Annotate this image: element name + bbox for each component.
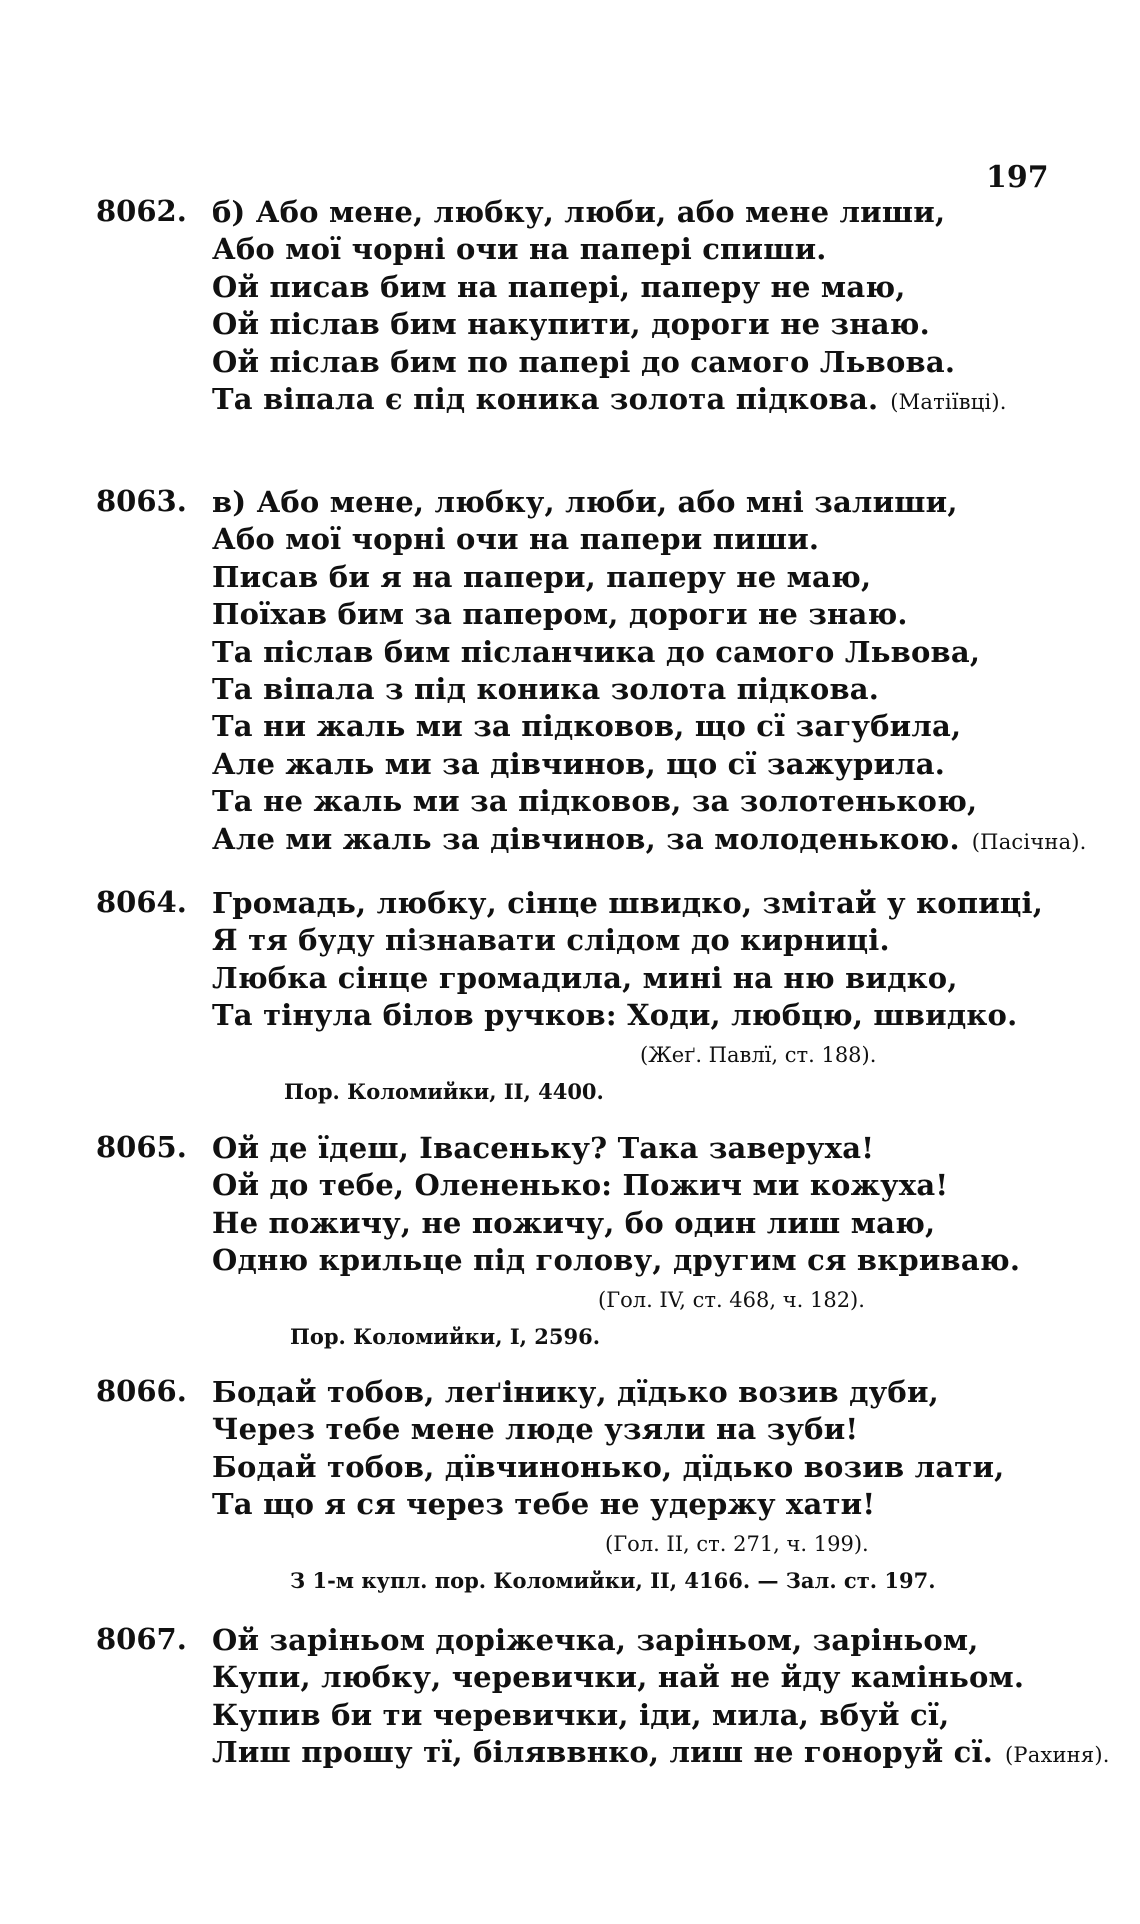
verse-line: в) Або мене, любку, люби, або мні залиши, bbox=[212, 485, 958, 519]
verse-line-text: Та віпала є під коника золота підкова. bbox=[212, 382, 879, 417]
source-citation: (Матіївці). bbox=[890, 390, 1007, 415]
verse-lines bbox=[212, 1374, 1004, 1524]
source-citation: (Рахиня). bbox=[1005, 1743, 1110, 1768]
verse-line: Ой післав бим по папері до самого Львова. bbox=[212, 344, 956, 379]
entry-number: 8063. bbox=[96, 484, 187, 518]
verse-line: Одню крильце під голову, другим ся вкриваю. bbox=[212, 1243, 1021, 1278]
entry-number: 8067. bbox=[96, 1622, 187, 1656]
verse-line: Але жаль ми за дівчинов, що сї зажурила. bbox=[212, 746, 946, 781]
verse-line: Та що я ся через тебе не удержу хати! bbox=[212, 1487, 876, 1522]
verse-line: Любка сінце громадила, мині на ню видко, bbox=[212, 960, 958, 995]
verse-line: Та ни жаль ми за підковов, що сї загубила, bbox=[212, 709, 962, 744]
verse-line: Ой заріньом доріжечка, заріньом, заріньом, bbox=[212, 1623, 979, 1657]
source-citation: (Пасічна). bbox=[971, 829, 1087, 854]
verse-line: Купи, любку, черевички, най не йду каміньом. bbox=[212, 1660, 1025, 1695]
verse-line: Або мої чорні очи на папери пиши. bbox=[212, 522, 820, 557]
verse-line: Ой де їдеш, Івасеньку? Така завeруха! bbox=[212, 1131, 875, 1165]
verse-line bbox=[212, 1734, 1110, 1774]
verse-line-text: Лиш прошу тї, біляввнко, лиш не гонoруй сї. bbox=[212, 1735, 993, 1770]
cross-reference-note: З 1-м купл. пор. Коломийки, II, 4166. — Зал. ст. 197. bbox=[290, 1568, 936, 1593]
verse-line: Писав би я на папери, паперу не маю, bbox=[212, 559, 872, 594]
cross-reference-note: Пор. Коломийки, II, 4400. bbox=[284, 1079, 604, 1104]
verse-line bbox=[212, 381, 1007, 421]
source-citation: (Гол. II, ст. 271, ч. 199). bbox=[605, 1532, 869, 1556]
source-citation: (Жеґ. Павлї, ст. 188). bbox=[640, 1043, 877, 1067]
source-citation: (Гол. IV, ст. 468, ч. 182). bbox=[598, 1288, 865, 1312]
verse-line: Або мої чорні очи на папері спиши. bbox=[212, 232, 827, 267]
verse-line: Громадь, любку, сінце швидко, змітай у копиці, bbox=[212, 886, 1044, 920]
verse-line: Та віпала з під коника золота підкова. bbox=[212, 672, 880, 707]
verse-line: Купив би ти черевички, іди, мила, вбуй сї, bbox=[212, 1697, 950, 1732]
verse-line: Я тя буду пізнавати слідом до кирниці. bbox=[212, 923, 890, 958]
verse-line: Бодай тобов, дївчинонько, дїдько возив лати, bbox=[212, 1449, 1005, 1484]
entry-number: 8065. bbox=[96, 1130, 187, 1164]
verse-lines bbox=[212, 1622, 1110, 1775]
verse-line: Через тебе мене люде узяли на зуби! bbox=[212, 1412, 859, 1447]
page-number: 197 bbox=[986, 160, 1049, 195]
verse-line-text: Але ми жаль за дівчинов, за молоденькою. bbox=[212, 821, 960, 856]
verse-line: Та післав бим післанчика до самого Львова, bbox=[212, 634, 981, 669]
verse-line: б) Або мене, любку, люби, або мене лиши, bbox=[212, 195, 946, 229]
entry-number: 8064. bbox=[96, 885, 187, 919]
verse-lines bbox=[212, 885, 1043, 1035]
verse-line bbox=[212, 821, 1087, 861]
verse-line: Та тінула білов ручков: Ходи, любцю, швидко. bbox=[212, 998, 1018, 1033]
cross-reference-note: Пор. Коломийки, I, 2596. bbox=[290, 1324, 601, 1349]
entry-number: 8062. bbox=[96, 194, 187, 228]
entry-number: 8066. bbox=[96, 1374, 187, 1408]
verse-lines bbox=[212, 1130, 1020, 1280]
verse-line: Ой післав бим накупити, дороги не знаю. bbox=[212, 307, 930, 342]
verse-line: Та не жаль ми за підковов, за золотенькою, bbox=[212, 784, 978, 819]
verse-line: Поїхав бим за папером, дороги не знаю. bbox=[212, 597, 908, 632]
verse-lines bbox=[212, 484, 1087, 861]
verse-lines bbox=[212, 194, 1007, 421]
verse-line: Бодай тобов, леґінику, дїдько возив дуби, bbox=[212, 1375, 939, 1409]
verse-line: Ой писав бим на папері, паперу не маю, bbox=[212, 269, 906, 304]
verse-line: Не пожичу, не пожичу, бо один лиш маю, bbox=[212, 1205, 936, 1240]
verse-line: Ой до тебе, Олененько: Пожич ми кожуха! bbox=[212, 1168, 949, 1203]
